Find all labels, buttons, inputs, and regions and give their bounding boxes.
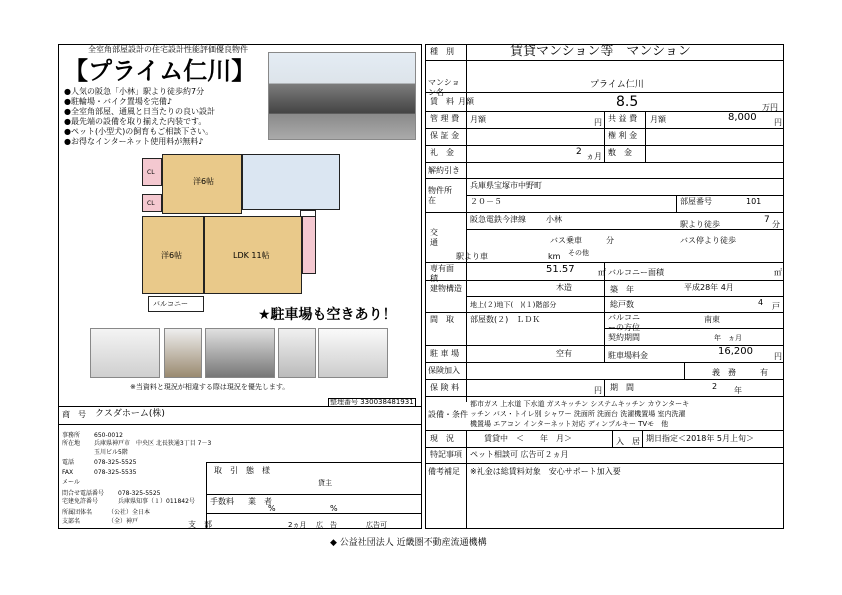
row-line [425, 430, 784, 431]
key-money-label: 権 利 金 [608, 131, 638, 140]
divider [58, 424, 422, 425]
units-label: 総戸数 [610, 300, 634, 309]
interior-photo [90, 328, 160, 378]
col-line [676, 195, 677, 212]
addr-label: 所在地 [62, 440, 81, 447]
floors-value: 地上(２)地下( )(１)階部分 [470, 301, 557, 309]
row-line [425, 212, 784, 213]
ad-label: 広 告 [316, 521, 337, 529]
parking-value: 空有 [556, 349, 572, 358]
building-name-label: マンション名 [428, 78, 460, 97]
license-label: 宅建免許番号 [62, 498, 99, 505]
point-item: ●ペット(小型犬)の飼育もご相談下さい。 [64, 127, 214, 136]
built-value: 平成28年 4月 [684, 283, 734, 292]
row-line [425, 396, 784, 397]
room-number: 101 [746, 197, 762, 206]
building-name: プライム仁川 [590, 80, 644, 90]
interior-photo [278, 328, 316, 378]
walk-minutes: 7 [764, 215, 770, 225]
tel-value: 078-325-5525 [94, 459, 137, 466]
parking-fee-label: 駐車場料金 [608, 351, 648, 360]
building-photo [268, 52, 416, 140]
equipment-line-3: 機置場 エアコン インターネット対応 ディンプルキー TVモ 他 [470, 420, 669, 428]
contract-unit: 年 ヵ月 [714, 334, 742, 342]
points-list [64, 87, 215, 147]
addr-line-1: 兵庫県神戸市 中央区 北長狭通3丁目 7－3 [94, 440, 212, 447]
guarantee-label: 保 証 金 [430, 131, 460, 140]
footer [330, 535, 487, 548]
ldk-room [204, 216, 302, 294]
status-label: 現 況 [430, 434, 454, 443]
point-item: ●全室角部屋、通風と日当たりの良い設計 [64, 107, 215, 116]
equipment-line-2: ッチン バス・トイレ別 シャワー 洗面所 洗面台 洗濯機置場 室内洗濯 [470, 410, 686, 418]
office-value: 650-0012 [94, 432, 123, 439]
license-value: 兵庫県知事（１）011842号 [118, 498, 195, 505]
col-line [604, 111, 605, 145]
closet-1 [142, 158, 162, 186]
equipment-label: 設備・条件 [428, 410, 468, 419]
rent-label: 賃 料 [430, 97, 454, 106]
row-line [466, 229, 784, 230]
bus-minutes-unit: 分 [606, 236, 614, 245]
units-unit: 戸 [772, 302, 780, 311]
station-name: 小林 [546, 215, 562, 224]
area-unit: ㎡ [598, 268, 606, 277]
reikin-unit: ヵ月 [586, 152, 602, 161]
floor-plan [140, 150, 340, 318]
parking-fee-unit: 円 [774, 352, 782, 361]
balcony-area-unit: ㎡ [774, 268, 782, 277]
role-label: 取 引 態 様 [214, 466, 270, 475]
area-label: 専有面積 [430, 264, 454, 283]
type-value: 賃貸マンション等 マンション [510, 44, 691, 59]
location-line-1: 兵庫県宝塚市中野町 [470, 181, 542, 190]
point-item: ●駐輪場・バイク置場を完備♪ [64, 97, 172, 106]
station-car-label: 駅より車 [456, 252, 488, 261]
status-value: 賃貸中 ＜ 年 月＞ [484, 434, 572, 443]
move-in-value: 期日指定＜2018年 5月上旬＞ [646, 434, 754, 443]
interior-photo [205, 328, 275, 378]
inquiry-label: 問合せ電話番号 [62, 490, 105, 497]
fax-label: FAX [62, 469, 74, 476]
move-in-label: 入 居 [616, 437, 640, 446]
notes-label: 備考補足 [428, 467, 460, 476]
divider [58, 406, 422, 407]
row-line [425, 447, 784, 448]
point-item: ●お得なインターネット使用料が無料♪ [64, 137, 204, 146]
area-value: 51.57 [546, 264, 575, 275]
assoc-value: （公社）全日本 [108, 509, 151, 516]
period-unit: 年 [734, 386, 742, 395]
reikin-label: 礼 金 [430, 148, 454, 157]
entrance-strip [302, 216, 316, 274]
bus-label: バス乗車 [550, 236, 582, 245]
company-name-label: 商 号 [62, 410, 86, 419]
company-name: クスダホーム(株) [95, 409, 165, 419]
balcony [148, 296, 204, 312]
walk-label: 駅より徒歩 [680, 220, 720, 229]
location-line-2: ２０－５ [470, 197, 502, 206]
direction-value: 南東 [704, 315, 720, 324]
addr-line-2: 玉川ビル5階 [94, 449, 128, 456]
reikin-value: 2 [576, 147, 582, 157]
location-label: 物件所在 [428, 186, 452, 205]
divider [206, 494, 422, 495]
notice-number: 整理番号 330038481931 [330, 398, 414, 406]
header-note: 全室角部屋設計の住宅設計性能評価優良物件 [88, 45, 248, 54]
insurance-required-label: 義 務 [712, 368, 736, 377]
closet-label: CL [147, 200, 155, 207]
shokyaku-label: 解約引き [428, 166, 460, 175]
row-line [604, 328, 784, 329]
row-line [425, 60, 784, 61]
office-label: 事務所 [62, 432, 81, 439]
col-line [612, 430, 613, 447]
fee-label: 手数料 [210, 497, 234, 506]
fax-value: 078-325-5535 [94, 469, 137, 476]
layout-value: 部屋数(２) ＬＤＫ [470, 315, 541, 324]
period-value: 2 [712, 382, 718, 391]
km-unit: km [548, 252, 561, 261]
row-line [425, 162, 784, 163]
walk-unit: 分 [772, 220, 780, 229]
category-label: 業 者 [248, 497, 272, 506]
common-unit-label: 月額 [650, 115, 666, 124]
closet-2 [142, 194, 162, 212]
point-item: ●最先端の設備を取り揃えた内装です。 [64, 117, 207, 126]
col-line [645, 145, 646, 162]
ad-months: 2ヵ月 [288, 521, 307, 529]
col-line [466, 430, 467, 529]
traffic-label: 交通 [430, 228, 438, 247]
point-item: ●人気の阪急「小林」駅より徒歩約7分 [64, 87, 205, 96]
other-label: その他 [568, 249, 589, 257]
busstop-walk-label: バス停より徒歩 [680, 236, 736, 245]
direction-label: バルコニーの方位 [608, 313, 640, 332]
assoc-label: 所属団体名 [62, 509, 93, 516]
property-title: 【プライム仁川】 [64, 57, 256, 85]
common-value: 8,000 [728, 112, 757, 123]
mgmt-yen: 円 [594, 118, 602, 127]
period-label: 期 間 [610, 383, 634, 392]
parking-fee-value: 16,200 [718, 346, 753, 357]
fee2-unit: % [330, 504, 338, 513]
room-label: LDK 11帖 [233, 251, 270, 260]
insurance-fee-label: 保 険 料 [430, 383, 460, 392]
parking-label: 駐 車 場 [430, 349, 460, 358]
parking-note: ★駐車場も空きあり！ [258, 307, 397, 323]
row-line [425, 92, 784, 93]
structure-label: 建物構造 [430, 284, 462, 293]
shikikin-label: 敷 金 [608, 148, 632, 157]
photo-note: ※当資料と現況が相違する際は現況を優先します。 [130, 383, 290, 391]
branch-value: （全）神戸 [108, 518, 139, 525]
common-yen: 円 [774, 118, 782, 127]
common-label: 共 益 費 [608, 114, 638, 123]
equipment-line-1: 都市ガス 上水道 下水道 ガスキッチン システムキッチン カウンターキ [470, 400, 690, 408]
row-line [425, 178, 784, 179]
balcony-area-label: バルコニー面積 [608, 268, 664, 277]
layout-label: 間 取 [430, 315, 454, 324]
association-logo-icon: ◆ [330, 538, 340, 548]
ad-value: 広告可 [366, 521, 387, 529]
room-label: 洋6帖 [161, 251, 183, 260]
rent-unit: 万円 [762, 103, 778, 112]
footer-text: 公益社団法人 近畿圏不動産流通機構 [339, 538, 487, 548]
row-line [466, 296, 784, 297]
rent-unit-label: 月額 [458, 97, 474, 106]
branch-label: 支部名 [62, 518, 81, 525]
notes-value: ※礼金は総賃料対象 安心サポート加入要 [470, 467, 621, 476]
col-line [604, 145, 605, 162]
row-line [425, 362, 784, 363]
units-value: 4 [758, 298, 764, 307]
type-label: 種 別 [430, 47, 454, 56]
room-number-label: 部屋番号 [680, 197, 712, 206]
role-value: 貸主 [318, 479, 332, 487]
col-line [604, 262, 605, 280]
rent-value: 8.5 [616, 94, 639, 110]
mgmt-unit-label: 月額 [470, 115, 486, 124]
fee-unit: % [268, 504, 276, 513]
insurance-label: 保険加入 [428, 366, 460, 375]
bedroom-2 [142, 216, 204, 294]
row-line [425, 463, 784, 464]
bath-area [242, 154, 340, 210]
interior-photo [164, 328, 202, 378]
col-line [604, 379, 605, 396]
contract-label: 契約期間 [608, 333, 640, 342]
divider [206, 513, 422, 514]
balcony-label: バルコニー [153, 300, 188, 308]
remarks-value: ペット相談可 広告可２ヵ月 [470, 450, 569, 459]
row-line [466, 195, 784, 196]
insurance-fee-unit: 円 [594, 386, 602, 395]
branch-col-label: 支 部 [188, 520, 212, 529]
room-label: 洋6帖 [193, 177, 215, 186]
train-line: 阪急電鉄今津線 [470, 215, 526, 224]
col-line [604, 345, 605, 362]
interior-photo [318, 328, 388, 378]
col-line [684, 362, 685, 379]
remarks-label: 特記事項 [430, 450, 462, 459]
built-label: 築 年 [610, 285, 634, 294]
mail-label: メール [62, 479, 80, 486]
closet-label: CL [147, 169, 155, 176]
col-line [642, 430, 643, 447]
insurance-required-value: 有 [760, 368, 768, 377]
col-line [645, 111, 646, 145]
inquiry-value: 078-325-5525 [118, 490, 161, 497]
structure-value: 木造 [556, 283, 572, 292]
mgmt-label: 管 理 費 [430, 114, 460, 123]
bedroom-1 [162, 154, 242, 214]
tel-label: 電話 [62, 459, 75, 466]
